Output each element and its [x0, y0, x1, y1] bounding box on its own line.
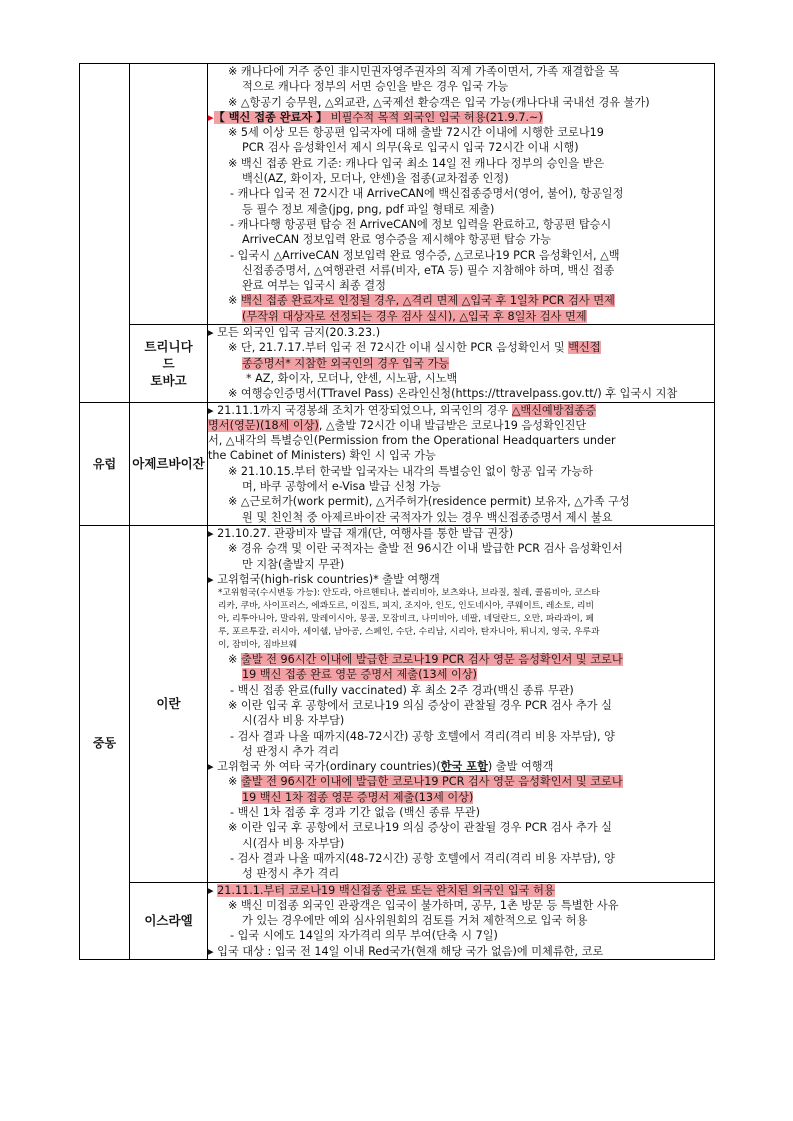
- text-segment: 백신(AZ, 화이자, 모더나, 얀센)을 접종(교차접종 인정): [242, 172, 509, 186]
- text-line: [208, 125, 714, 140]
- text-line: [208, 263, 714, 278]
- region-cell-middle-east: 중동: [80, 525, 130, 959]
- highlighted-text: 비필수적 목적 외국인 입국 허용(21.9.7.~): [327, 110, 543, 124]
- text-line: [208, 433, 714, 448]
- text-segment: PCR 검사 음성확인서 제시 의무(육로 입국시 입국 72시간 이내 시행): [242, 141, 579, 155]
- text-line: [208, 613, 714, 626]
- text-segment: ※ △근로허가(work permit), △거주허가(residence permit) 보유자, △가족 구성: [228, 495, 630, 509]
- content-cell: [208, 525, 715, 882]
- text-line: [208, 95, 714, 110]
- text-segment: - 검사 결과 나올 때까지(48-72시간) 공항 호텔에서 격리(격리 비용 자부담), 양: [230, 851, 615, 865]
- highlighted-text: 백신접: [568, 341, 601, 355]
- text-segment: ▸: [208, 883, 218, 897]
- text-segment: 아, 리투아니아, 말라위, 말레이시아, 몽골, 모잠비크, 나미비아, 네팔, 네덜란드, 오만, 파라과이, 페: [218, 614, 594, 625]
- text-segment: ※ 여행승인증명서(TTravel Pass) 온라인신청(https://ttravelpass.gov.tt/) 후 입국시 지참: [228, 387, 678, 401]
- text-line: [208, 913, 714, 928]
- text-segment: 성 판정시 추가 격리: [242, 744, 340, 758]
- text-line: [208, 898, 714, 913]
- text-line: [208, 683, 714, 698]
- country-cell-azerbaijan: 아제르바이잔: [130, 402, 208, 525]
- highlighted-text: 백신 접종 완료자로 인정될 경우, △격리 면제 △입국 후 1일차 PCR 검사 면제: [240, 294, 615, 308]
- table-row: [80, 525, 715, 882]
- text-segment: ※ 캐나다에 거주 중인 非시민권자영주권자의 직계 가족이면서, 가족 재결합을 목: [228, 65, 620, 78]
- text-segment: - 입국시 △ArriveCAN 정보입력 완료 영수증, △코로나19 PCR 음성확인서, △백: [230, 248, 620, 262]
- text-segment: ※ 백신 미접종 외국인 관광객은 입국이 불가하며, 공무, 1촌 방문 등 특별한 사유: [228, 898, 619, 912]
- text-segment: the Cabinet of Ministers) 확인 시 입국 가능: [208, 449, 436, 463]
- text-line: [208, 944, 714, 959]
- text-segment: ※ 단, 21.7.17.부터 입국 전 72시간 이내 실시한 PCR 음성확인서 및: [228, 341, 569, 355]
- text-line: [208, 386, 714, 401]
- region-cell-europe: 유럽: [80, 402, 130, 525]
- text-segment: - 검사 결과 나올 때까지(48-72시간) 공항 호텔에서 격리(격리 비용 자부담), 양: [230, 729, 615, 743]
- text-segment: *고위험국(수시변동 가능): 안도라, 아르헨티나, 볼리비아, 보츠와나, 브라질, 칠레, 콜롬비아, 코스타: [218, 588, 600, 599]
- text-line: [208, 510, 714, 525]
- country-cell-iran: 이란: [130, 525, 208, 882]
- text-line: [208, 494, 714, 509]
- text-segment: ▸ 입국 대상 : 입국 전 14일 이내 Red국가(현재 해당 국가 없음)에 미체류한, 코로: [208, 944, 604, 958]
- text-segment: ※ 경유 승객 및 이란 국적자는 출발 전 96시간 이내 발급한 PCR 검사 음성확인서: [228, 542, 623, 556]
- highlighted-text: 19 백신 1차 접종 영문 증명서 제출(13세 이상): [242, 790, 474, 804]
- text-segment: - 백신 접종 완료(fully vaccinated) 후 최소 2주 경과(백신 종류 무관): [230, 683, 574, 697]
- country-cell-israel: 이스라엘: [130, 882, 208, 959]
- text-line: [208, 293, 714, 308]
- text-line: [208, 541, 714, 556]
- text-line: [208, 202, 714, 217]
- text-line: [208, 883, 714, 898]
- text-segment: 리카, 쿠바, 사이프러스, 에콰도르, 이집트, 피지, 조지아, 인도, 인도네시아, 쿠웨이트, 레소토, 리비: [218, 601, 594, 612]
- text-segment: 만 지참(출발지 무관): [242, 557, 345, 571]
- text-segment: 시(검사 비용 자부담): [242, 836, 345, 850]
- text-line: [208, 836, 714, 851]
- text-segment: - 캐나다 입국 전 72시간 내 ArriveCAN에 백신접종증명서(영어, 불어), 항공일정: [230, 187, 624, 201]
- text-segment: - 캐나다행 항공편 탑승 전 ArriveCAN에 정보 입력을 완료하고, 항공편 탑승시: [230, 217, 612, 231]
- content-cell: [208, 402, 715, 525]
- highlighted-text: 21.11.1.부터 코로나19 백신접종 완료 또는 완치된 외국인 입국 허용: [217, 883, 555, 897]
- country-cell-trinidad: 트리니다 드 토바고: [130, 325, 208, 402]
- text-segment: ※ 이란 입국 후 공항에서 코로나19 의심 증상이 관찰될 경우 PCR 검사 추가 실: [228, 698, 612, 712]
- text-line: [208, 156, 714, 171]
- text-segment: 며, 바쿠 공항에서 e-Visa 발급 신청 가능: [242, 480, 441, 494]
- text-segment: ▸: [208, 110, 214, 124]
- text-segment: ▸ 21.11.1까지 국경봉쇄 조치가 연장되었으나, 외국인의 경우: [208, 403, 512, 417]
- content-cell: [208, 882, 715, 959]
- text-segment: ▸ 모든 외국인 입국 금지(20.3.23.): [208, 326, 381, 340]
- text-segment: ※ 21.10.15.부터 한국발 입국자는 내각의 특별승인 없이 항공 입국 가능하: [228, 464, 593, 478]
- text-segment: - 입국 시에도 14일의 자가격리 의무 부여(단축 시 7일): [230, 929, 498, 943]
- text-segment: 신접종증명서, △여행관련 서류(비자, eTA 등) 필수 지참해야 하며, 백신 접종: [242, 263, 615, 277]
- text-segment: ArriveCAN 정보입력 완료 영수증을 제시해야 항공편 탑승 가능: [242, 233, 551, 247]
- text-line: [208, 171, 714, 186]
- text-line: [208, 851, 714, 866]
- highlighted-text: 명서(영문)(18세 이상): [208, 418, 319, 432]
- text-segment: 루, 포르투갈, 러시아, 세이쉘, 남아공, 스페인, 수단, 수리남, 시리아, 탄자니아, 튀니지, 영국, 우루과: [218, 627, 600, 638]
- text-segment: - 백신 1차 접종 후 경과 기간 없음 (백신 종류 무관): [230, 806, 480, 820]
- text-segment: ※ 5세 이상 모든 항공편 입국자에 대해 출발 72시간 이내에 시행한 코로나19: [228, 126, 604, 140]
- highlighted-text: 19 백신 접종 완료 영문 증명서 제출(13세 이상): [242, 668, 478, 682]
- text-line: [208, 217, 714, 232]
- text-line: [208, 774, 714, 789]
- highlighted-text: 출발 전 96시간 이내에 발급한 코로나19 PCR 검사 영문 음성확인서 및 코로나: [240, 775, 623, 789]
- text-segment: 성 판정시 추가 격리: [242, 867, 340, 881]
- text-line: [208, 866, 714, 881]
- table-row: [80, 64, 715, 325]
- text-line: [208, 186, 714, 201]
- text-line: [208, 652, 714, 667]
- text-line: [208, 600, 714, 613]
- text-line: [208, 448, 714, 463]
- text-segment: ※: [228, 775, 241, 789]
- text-line: [208, 805, 714, 820]
- text-segment: ※ △항공기 승무원, △외교관, △국제선 환승객은 입국 가능(캐나다내 국내선 경유 불가): [228, 95, 650, 109]
- text-line: [208, 356, 714, 371]
- text-segment: 서, △내각의 특별승인(Permission from the Operational Headquarters under: [208, 434, 616, 448]
- text-segment: ※: [228, 653, 241, 667]
- content-cell: [208, 64, 715, 325]
- text-segment: 등 필수 정보 제출(jpg, png, pdf 파일 형태로 제출): [242, 202, 495, 216]
- text-line: [208, 639, 714, 652]
- text-line: [208, 928, 714, 943]
- highlighted-text: 종증명서* 지참한 외국인의 경우 입국 가능: [242, 356, 450, 370]
- text-line: [208, 572, 714, 587]
- text-line: [208, 340, 714, 355]
- text-line: [208, 403, 714, 418]
- text-line: [208, 479, 714, 494]
- text-line: [208, 232, 714, 247]
- text-segment: ※: [228, 294, 241, 308]
- text-line: [208, 526, 714, 541]
- text-line: [208, 64, 714, 79]
- text-line: [208, 110, 714, 125]
- text-line: [208, 667, 714, 682]
- region-cell: [80, 64, 130, 403]
- text-line: [208, 248, 714, 263]
- text-segment: 완료 여부는 입국시 최종 결정: [242, 279, 386, 293]
- text-line: [208, 713, 714, 728]
- text-segment: ▸ 고위험국 外 여타 국가(ordinary countries)(: [208, 760, 441, 774]
- text-line: [208, 790, 714, 805]
- table-row: [80, 882, 715, 959]
- text-segment: ) 출발 여행객: [487, 760, 554, 774]
- text-segment: 이, 잠비아, 짐바브웨: [218, 640, 298, 651]
- table-row: [80, 402, 715, 525]
- text-line: [208, 587, 714, 600]
- table-row: [80, 325, 715, 402]
- text-line: [208, 744, 714, 759]
- highlighted-text: 출발 전 96시간 이내에 발급한 코로나19 PCR 검사 영문 음성확인서 및 코로나: [240, 653, 623, 667]
- text-line: [208, 820, 714, 835]
- text-segment: 적으로 캐나다 정부의 서면 승인을 받은 경우 입국 가능: [242, 80, 509, 94]
- text-segment: , △출발 72시간 이내 발급받은 코로나19 음성확인진단: [318, 418, 587, 432]
- text-line: [208, 759, 714, 774]
- text-segment: 한국 포함: [440, 760, 488, 774]
- highlighted-text: (무작위 대상자로 선정되는 경우 검사 실시), △입국 후 8일차 검사 면제: [242, 309, 587, 323]
- text-line: [208, 626, 714, 639]
- text-segment: ※ 백신 접종 완료 기준: 캐나다 입국 최소 14일 전 캐나다 정부의 승인을 받은: [228, 156, 605, 170]
- text-segment: 원 및 친인척 중 아제르바이잔 국적자가 있는 경우 백신접종증명서 제시 불요: [242, 510, 613, 524]
- text-line: [208, 278, 714, 293]
- text-line: [208, 464, 714, 479]
- text-segment: ※ 이란 입국 후 공항에서 코로나19 의심 증상이 관찰될 경우 PCR 검사 추가 실: [228, 821, 612, 835]
- text-line: [208, 140, 714, 155]
- text-line: [208, 729, 714, 744]
- text-segment: * AZ, 화이자, 모더나, 얀센, 시노팜, 시노백: [246, 371, 458, 385]
- text-segment: ▸ 고위험국(high-risk countries)* 출발 여행객: [208, 572, 440, 586]
- text-segment: ▸ 21.10.27. 관광비자 발급 재개(단, 여행사를 통한 발급 권장): [208, 526, 514, 540]
- text-line: [208, 418, 714, 433]
- text-line: [208, 309, 714, 324]
- country-cell: [130, 64, 208, 325]
- text-line: [208, 325, 714, 340]
- text-line: [208, 79, 714, 94]
- highlighted-text: △백신예방접종증: [511, 403, 596, 417]
- entry-policy-table: [79, 63, 715, 960]
- text-line: [208, 371, 714, 386]
- text-segment: 시(검사 비용 자부담): [242, 714, 345, 728]
- highlighted-text: 【 백신 접종 완료자 】: [213, 110, 328, 124]
- text-line: [208, 557, 714, 572]
- text-line: [208, 698, 714, 713]
- content-cell: [208, 325, 715, 402]
- text-segment: 가 있는 경우에만 예외 심사위원회의 검토를 거쳐 제한적으로 입국 허용: [242, 914, 588, 928]
